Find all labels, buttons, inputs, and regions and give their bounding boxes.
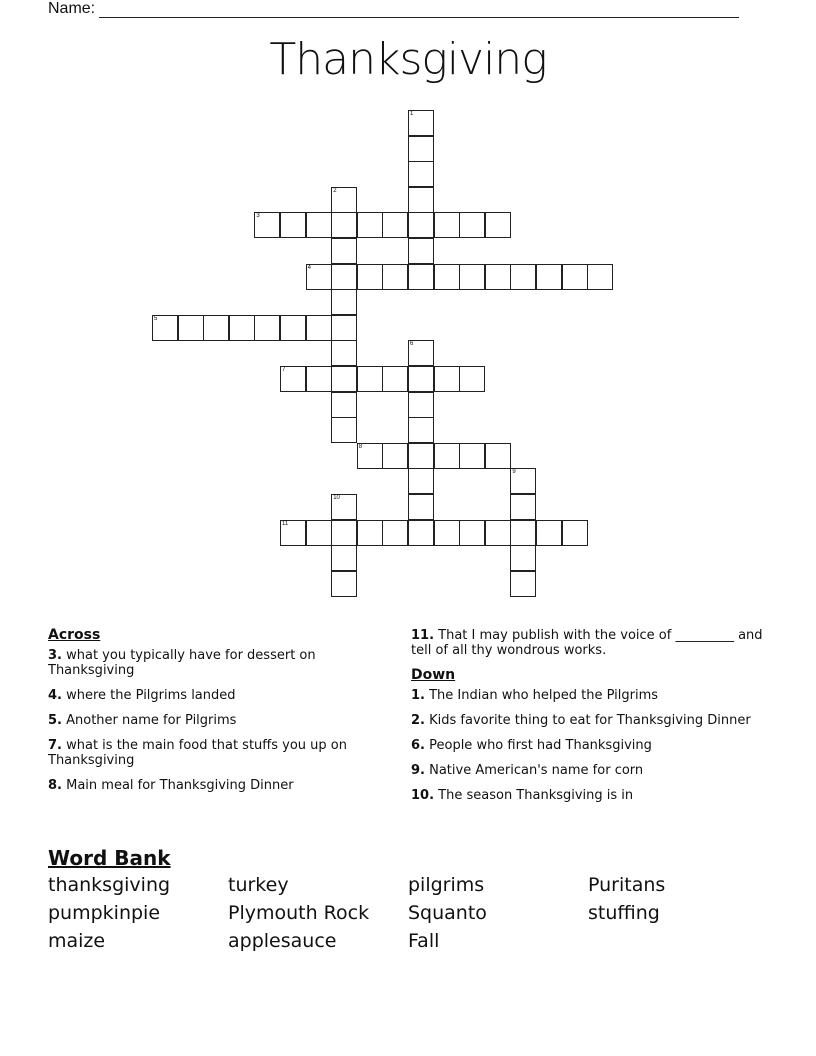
crossword-cell[interactable] (408, 110, 434, 136)
clue-item (48, 648, 378, 678)
clue-number: 7 (282, 367, 286, 373)
clue-item-number: 4. (48, 688, 62, 703)
crossword-cell[interactable] (562, 520, 588, 546)
clue-item-text: what is the main food that stuffs you up on Thanksgiving (48, 738, 347, 768)
crossword-cell[interactable] (459, 366, 485, 392)
crossword-cell[interactable] (587, 264, 613, 290)
crossword-cell[interactable] (408, 238, 434, 264)
crossword-cell[interactable] (280, 520, 306, 546)
clue-item (411, 688, 771, 703)
crossword-cell[interactable] (254, 315, 280, 341)
crossword-cell[interactable] (280, 366, 306, 392)
clue-item-text: Kids favorite thing to eat for Thanksgiving Dinner (424, 713, 751, 728)
clue-item-text: That I may publish with the voice of _________ and tell of all thy wondrous works. (411, 628, 763, 658)
crossword-cell[interactable] (331, 264, 357, 290)
clue-item (411, 713, 771, 728)
clue-item-number: 6. (411, 738, 425, 753)
crossword-cell[interactable] (408, 212, 434, 238)
crossword-cell[interactable] (510, 264, 536, 290)
clue-item (411, 738, 771, 753)
crossword-cell[interactable] (331, 340, 357, 366)
crossword-cell[interactable] (408, 468, 434, 494)
crossword-cell[interactable] (229, 315, 255, 341)
clue-number: 1 (410, 111, 414, 117)
across-heading: Across (48, 627, 101, 643)
crossword-cell[interactable] (382, 443, 408, 469)
crossword-cell[interactable] (382, 212, 408, 238)
down-heading: Down (411, 667, 456, 683)
crossword-cell[interactable] (306, 315, 332, 341)
crossword-cell[interactable] (331, 212, 357, 238)
clue-number: 5 (154, 315, 158, 322)
name-underline[interactable] (99, 3, 739, 18)
word-bank-item: turkey (228, 874, 289, 896)
clue-item (48, 688, 378, 703)
clue-item (411, 628, 771, 658)
word-bank (48, 874, 768, 958)
clue-item-text: Another name for Pilgrims (61, 713, 237, 728)
clue-item-text: The season Thanksgiving is in (434, 788, 634, 803)
crossword-cell[interactable] (408, 443, 434, 469)
crossword-cell[interactable] (331, 187, 357, 213)
crossword-cell[interactable] (357, 212, 383, 238)
crossword-cell[interactable] (331, 238, 357, 264)
crossword-cell[interactable] (203, 315, 229, 341)
clue-number: 11 (282, 520, 289, 527)
crossword-cell[interactable] (331, 417, 357, 443)
crossword-cell[interactable] (510, 468, 536, 494)
clue-item-text: People who first had Thanksgiving (424, 738, 652, 753)
word-bank-item: pilgrims (408, 874, 485, 896)
crossword-cell[interactable] (485, 264, 511, 290)
word-bank-item: Squanto (408, 902, 487, 924)
down-clues-column (411, 628, 771, 813)
clue-item-number: 11. (411, 628, 435, 643)
word-bank-item: maize (48, 930, 106, 952)
crossword-cell[interactable] (331, 494, 357, 520)
clue-number: 6 (410, 341, 414, 348)
crossword-cell[interactable] (357, 520, 383, 546)
word-bank-item: stuffing (588, 902, 660, 924)
crossword-cell[interactable] (357, 443, 383, 469)
crossword-cell[interactable] (536, 264, 562, 290)
clue-item-number: 3. (48, 648, 62, 663)
clue-item-text: Native American's name for corn (424, 763, 644, 778)
crossword-cell[interactable] (434, 366, 460, 392)
crossword-cell[interactable] (306, 212, 332, 238)
clue-number: 2 (333, 187, 337, 194)
clue-item (48, 778, 378, 793)
clue-item-number: 8. (48, 778, 62, 793)
crossword-cell[interactable] (280, 315, 306, 341)
clue-item (411, 763, 771, 778)
word-bank-heading: Word Bank (48, 846, 171, 870)
crossword-cell[interactable] (459, 443, 485, 469)
clue-number: 9 (512, 469, 516, 476)
clue-item-text: what you typically have for dessert on Thanksgiving (48, 648, 316, 678)
crossword-cell[interactable] (485, 443, 511, 469)
crossword-cell[interactable] (331, 315, 357, 341)
clue-number: 4 (307, 264, 311, 271)
crossword-cell[interactable] (459, 520, 485, 546)
clue-item-number: 9. (411, 763, 425, 778)
word-bank-item: Puritans (588, 874, 666, 896)
crossword-cell[interactable] (382, 264, 408, 290)
crossword-cell[interactable] (408, 136, 434, 162)
crossword-cell[interactable] (408, 494, 434, 520)
crossword-cell[interactable] (331, 366, 357, 392)
crossword-cell[interactable] (306, 520, 332, 546)
clue-item-number: 1. (411, 688, 425, 703)
clue-item (411, 788, 771, 803)
crossword-cell[interactable] (510, 571, 536, 597)
clue-number: 8 (358, 443, 363, 450)
clue-item-text: Main meal for Thanksgiving Dinner (61, 778, 294, 793)
crossword-cell[interactable] (254, 212, 280, 238)
word-bank-item: thanksgiving (48, 874, 171, 896)
clue-number: 3 (256, 213, 260, 220)
crossword-cell[interactable] (536, 520, 562, 546)
crossword-cell[interactable] (562, 264, 588, 290)
word-bank-item: applesauce (228, 930, 337, 952)
crossword-cell[interactable] (331, 545, 357, 571)
crossword-cell[interactable] (459, 212, 485, 238)
crossword-cell[interactable] (485, 212, 511, 238)
crossword-cell[interactable] (434, 264, 460, 290)
crossword-cell[interactable] (331, 520, 357, 546)
crossword-cell[interactable] (485, 520, 511, 546)
clue-item-number: 5. (48, 713, 62, 728)
crossword-cell[interactable] (280, 212, 306, 238)
crossword-cell[interactable] (306, 264, 332, 290)
clue-item-number: 2. (411, 713, 425, 728)
crossword-cell[interactable] (408, 417, 434, 443)
clue-number: 10 (333, 495, 340, 501)
crossword-cell[interactable] (408, 187, 434, 213)
crossword-cell[interactable] (331, 392, 357, 418)
name-field[interactable] (48, 0, 739, 18)
crossword-cell[interactable] (408, 340, 434, 366)
crossword-cell[interactable] (510, 494, 536, 520)
crossword-cell[interactable] (434, 443, 460, 469)
clue-item-number: 10. (411, 788, 435, 803)
crossword-cell[interactable] (408, 161, 434, 187)
crossword-cell[interactable] (357, 264, 383, 290)
word-bank-item: Fall (408, 930, 440, 952)
crossword-cell[interactable] (331, 571, 357, 597)
crossword-cell[interactable] (408, 264, 434, 290)
clue-item-text: where the Pilgrims landed (61, 688, 236, 703)
crossword-cell[interactable] (178, 315, 204, 341)
crossword-cell[interactable] (408, 520, 434, 546)
clue-item (48, 738, 378, 768)
crossword-cell[interactable] (408, 392, 434, 418)
crossword-cell[interactable] (510, 520, 536, 546)
crossword-cell[interactable] (306, 366, 332, 392)
clue-item-number: 7. (48, 738, 62, 753)
word-bank-item: Plymouth Rock (228, 902, 370, 924)
crossword-cell[interactable] (382, 520, 408, 546)
crossword-cell[interactable] (357, 366, 383, 392)
clue-item (48, 713, 378, 728)
crossword-cell[interactable] (459, 264, 485, 290)
crossword-cell[interactable] (382, 366, 408, 392)
crossword-cell[interactable] (152, 315, 178, 341)
name-label: Name: (48, 0, 96, 17)
across-clues (48, 628, 378, 803)
word-bank-item: pumpkinpie (48, 902, 161, 924)
crossword-cell[interactable] (408, 366, 434, 392)
crossword-cell[interactable] (510, 545, 536, 571)
page-title: Thanksgiving (269, 34, 547, 85)
clue-item-text: The Indian who helped the Pilgrims (424, 688, 659, 703)
crossword-cell[interactable] (434, 212, 460, 238)
crossword-cell[interactable] (434, 520, 460, 546)
crossword-cell[interactable] (331, 289, 357, 315)
